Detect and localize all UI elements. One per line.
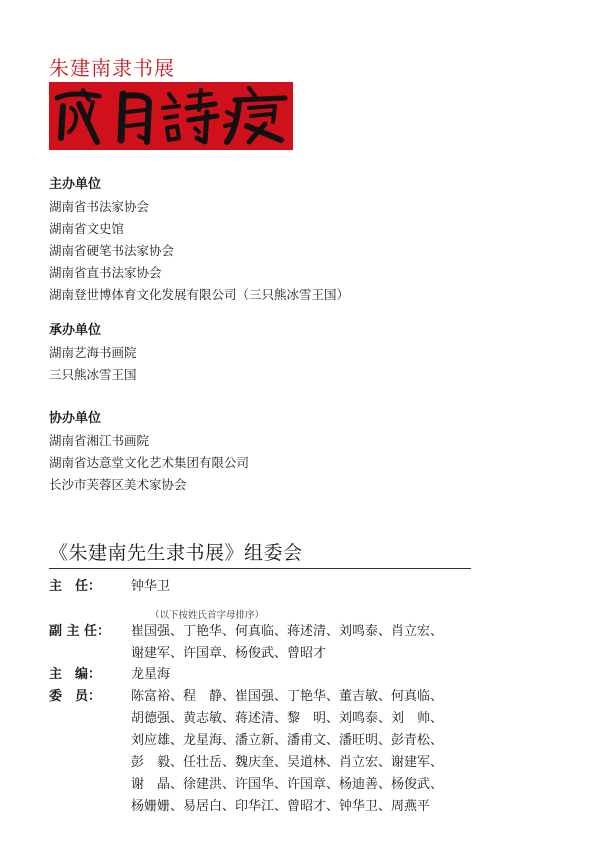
host-unit-item: 湖南省书法家协会 (49, 199, 150, 214)
assisting-unit-item: 湖南省湘江书画院 (49, 433, 150, 448)
assisting-unit-item: 长沙市芙蓉区美术家协会 (49, 477, 187, 492)
editor-name: 龙星海 (131, 667, 171, 682)
host-units-section (49, 174, 349, 306)
committee-title: 《朱建南先生隶书展》组委会 (49, 542, 303, 564)
member-names (131, 686, 443, 818)
member-line: 陈富裕、程 静、崔国强、丁艳华、董吉敏、何真临、 (131, 689, 444, 704)
assisting-unit-item: 湖南省达意堂文化艺术集团有限公司 (49, 455, 250, 470)
members-label: 委 员： (49, 689, 102, 704)
host-unit-item: 湖南登世博体育文化发展有限公司（三只熊冰雪王国） (49, 287, 350, 302)
order-note: （以下按姓氏首字母排序） (150, 610, 265, 621)
assisting-units-section (49, 408, 249, 496)
member-line: 胡德强、黄志敏、蒋述清、黎 明、刘鸣泰、刘 帅、 (131, 711, 444, 726)
editor-label: 主 编： (49, 667, 102, 682)
exhibition-subtitle: 朱建南隶书展 (49, 56, 175, 80)
organizer-units-section (49, 320, 137, 386)
organizer-units-heading: 承办单位 (49, 323, 102, 338)
vice-director-label: 副 主 任： (49, 624, 111, 639)
member-line: 刘应雄、龙星海、潘立新、潘甫文、潘旺明、彭青松、 (131, 733, 444, 748)
vice-director-names (131, 621, 443, 665)
vice-director-line: 崔国强、丁艳华、何真临、蒋述清、刘鸣泰、肖立宏、 (131, 624, 444, 639)
host-unit-item: 湖南省直书法家协会 (49, 265, 162, 280)
calligraphy-title-image (49, 82, 293, 150)
member-line: 谢 晶、徐建洪、许国华、许国章、杨迪善、杨俊武、 (131, 777, 444, 792)
director-name: 钟华卫 (131, 579, 171, 594)
host-unit-item: 湖南省硬笔书法家协会 (49, 243, 175, 258)
title-divider (49, 568, 471, 569)
director-label: 主 任： (49, 579, 102, 594)
member-line: 杨姗姗、易居白、印华江、曾昭才、钟华卫、周燕平 (131, 799, 431, 814)
organizer-unit-item: 三只熊冰雪王国 (49, 367, 137, 382)
vice-director-line: 谢建军、许国章、杨俊武、曾昭才 (131, 646, 327, 661)
member-line: 彭 毅、任壮岳、魏庆奎、吴道林、肖立宏、谢建军、 (131, 755, 444, 770)
exhibition-title-banner (49, 82, 293, 150)
assisting-units-heading: 协办单位 (49, 411, 102, 426)
host-units-heading: 主办单位 (49, 177, 102, 192)
host-unit-item: 湖南省文史馆 (49, 221, 125, 236)
organizer-unit-item: 湖南艺海书画院 (49, 345, 137, 360)
